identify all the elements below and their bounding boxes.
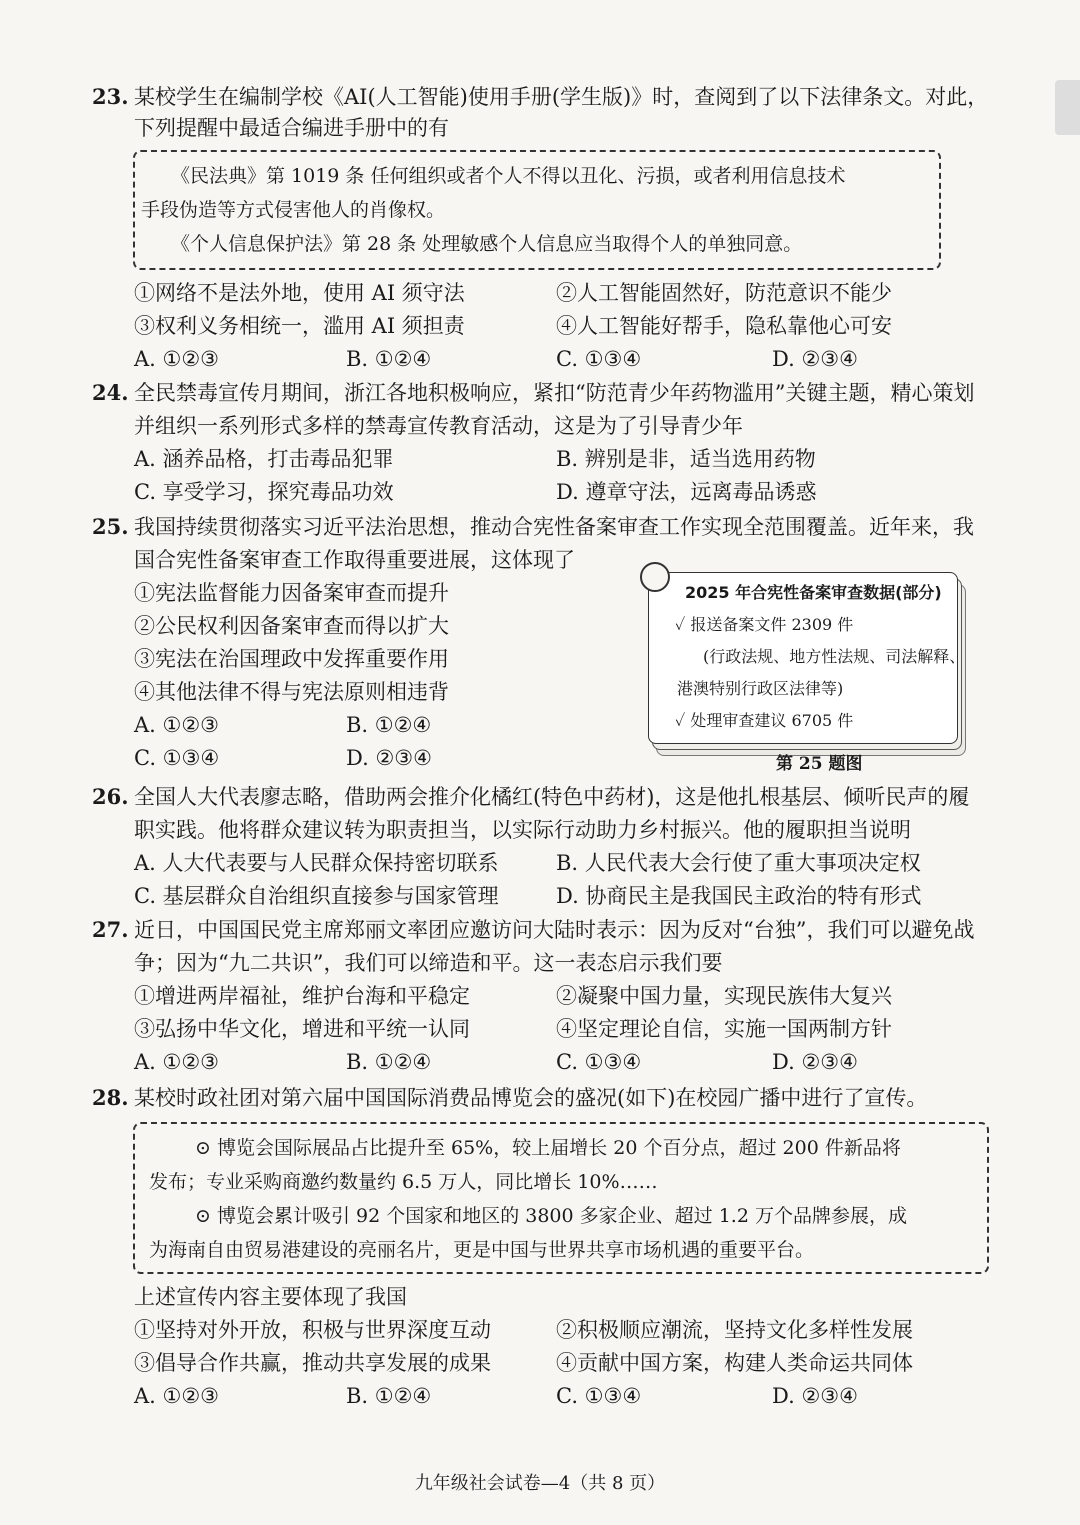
question-27-option-4: ④坚定理论自信，实施一国两制方针 bbox=[556, 1017, 892, 1041]
question-25-choice-a: A. ①②③ bbox=[134, 713, 219, 737]
question-23-option-1: ①网络不是法外地，使用 AI 须守法 bbox=[134, 281, 465, 305]
question-27-number: 27. bbox=[92, 917, 129, 942]
question-26-choice-c: C. 基层群众自治组织直接参与国家管理 bbox=[134, 884, 499, 908]
question-24-choice-d: D. 遵章守法，远离毒品诱惑 bbox=[556, 480, 817, 504]
data-card-item-2: ✓ 处理审查建议 6705 件 bbox=[675, 711, 854, 730]
data-card-item-1-note-line2: 港澳特别行政区法律等) bbox=[677, 679, 844, 698]
question-24-number: 24. bbox=[92, 380, 129, 405]
question-24-choice-b: B. 辨别是非，适当选用药物 bbox=[556, 447, 816, 471]
question-26-stem-line1: 全国人大代表廖志略，借助两会推介化橘红(特色中药材)，这是他扎根基层、倾听民声的履 bbox=[134, 785, 970, 809]
question-23-choice-d: D. ②③④ bbox=[772, 347, 858, 371]
news-line3: ⊙ 博览会累计吸引 92 个国家和地区的 3800 多家企业、超过 1.2 万个品牌参展，成 bbox=[195, 1205, 907, 1227]
news-line4: 为海南自由贸易港建设的亮丽名片，更是中国与世界共享市场机遇的重要平台。 bbox=[149, 1239, 815, 1261]
question-25-choice-b: B. ①②④ bbox=[346, 713, 432, 737]
question-27-stem-line1: 近日，中国国民党主席郑丽文率团应邀访问大陆时表示：因为反对“台独”，我们可以避免战 bbox=[134, 918, 975, 942]
question-26-choice-a: A. 人大代表要与人民群众保持密切联系 bbox=[134, 851, 499, 875]
question-28-choice-c: C. ①③④ bbox=[556, 1384, 642, 1408]
news-line1: ⊙ 博览会国际展品占比提升至 65%，较上届增长 20 个百分点，超过 200 件新品将 bbox=[195, 1137, 901, 1159]
question-24-choice-a: A. 涵养品格，打击毒品犯罪 bbox=[134, 447, 394, 471]
question-23-stem-line2: 下列提醒中最适合编进手册中的有 bbox=[134, 116, 449, 140]
question-27-option-3: ③弘扬中华文化，增进和平统一认同 bbox=[134, 1017, 470, 1041]
law-quote-line2: 手段伪造等方式侵害他人的肖像权。 bbox=[141, 199, 446, 221]
question-23-choice-a: A. ①②③ bbox=[134, 347, 219, 371]
question-27-choice-b: B. ①②④ bbox=[346, 1050, 432, 1074]
news-line2: 发布；专业采购商邀约数量约 6.5 万人，同比增长 10%…… bbox=[149, 1171, 658, 1193]
law-quote-line3: 《个人信息保护法》第 28 条 处理敏感个人信息应当取得个人的单独同意。 bbox=[171, 233, 803, 255]
question-28-number: 28. bbox=[92, 1085, 129, 1110]
data-card-title: 2025 年合宪性备案审查数据(部分) bbox=[685, 583, 942, 602]
question-26-stem-line2: 职实践。他将群众建议转为职责担当，以实际行动助力乡村振兴。他的履职担当说明 bbox=[134, 818, 911, 842]
question-27-stem-line2: 争；因为“九二共识”，我们可以缔造和平。这一表态启示我们要 bbox=[134, 951, 723, 975]
question-25-choice-c: C. ①③④ bbox=[134, 746, 220, 770]
question-27-option-1: ①增进两岸福祉，维护台海和平稳定 bbox=[134, 984, 470, 1008]
question-28-option-1: ①坚持对外开放，积极与世界深度互动 bbox=[134, 1318, 491, 1342]
question-27-choice-d: D. ②③④ bbox=[772, 1050, 858, 1074]
question-25-choice-d: D. ②③④ bbox=[346, 746, 432, 770]
question-24-stem-line2: 并组织一系列形式多样的禁毒宣传教育活动，这是为了引导青少年 bbox=[134, 414, 743, 438]
question-23-choice-b: B. ①②④ bbox=[346, 347, 432, 371]
question-23-option-4: ④人工智能好帮手，隐私靠他心可安 bbox=[556, 314, 892, 338]
question-28-option-4: ④贡献中国方案，构建人类命运共同体 bbox=[556, 1351, 913, 1375]
question-27-choice-c: C. ①③④ bbox=[556, 1050, 642, 1074]
question-28-news-box bbox=[133, 1122, 989, 1274]
question-23-law-quote-box bbox=[133, 150, 941, 270]
question-25-option-2: ②公民权利因备案审查而得以扩大 bbox=[134, 614, 449, 638]
question-25-option-1: ①宪法监督能力因备案审查而提升 bbox=[134, 581, 449, 605]
data-card-ring bbox=[640, 562, 670, 592]
data-card-item-1-note-line1: (行政法规、地方性法规、司法解释、 bbox=[703, 647, 966, 666]
page-footer: 九年级社会试卷—4（共 8 页） bbox=[414, 1473, 666, 1494]
question-25-number: 25. bbox=[92, 514, 129, 539]
question-24-choice-c: C. 享受学习，探究毒品功效 bbox=[134, 480, 394, 504]
question-23-option-3: ③权利义务相统一，滥用 AI 须担责 bbox=[134, 314, 465, 338]
data-card-item-1: ✓ 报送备案文件 2309 件 bbox=[675, 615, 854, 634]
question-24-stem-line1: 全民禁毒宣传月期间，浙江各地积极响应，紧扣“防范青少年药物滥用”关键主题，精心策划 bbox=[134, 381, 975, 405]
question-28-option-2: ②积极顺应潮流，坚持文化多样性发展 bbox=[556, 1318, 913, 1342]
page-edge-mark bbox=[1055, 80, 1080, 135]
question-23-number: 23. bbox=[92, 84, 129, 109]
question-28-choice-b: B. ①②④ bbox=[346, 1384, 432, 1408]
question-28-choice-d: D. ②③④ bbox=[772, 1384, 858, 1408]
question-25-stem-line2: 国合宪性备案审查工作取得重要进展，这体现了 bbox=[134, 548, 575, 572]
question-28-stem-line1: 某校时政社团对第六届中国国际消费品博览会的盛况(如下)在校园广播中进行了宣传。 bbox=[134, 1086, 928, 1110]
law-quote-line1: 《民法典》第 1019 条 任何组织或者个人不得以丑化、污损，或者利用信息技术 bbox=[171, 165, 846, 187]
question-25-figure-caption: 第 25 题图 bbox=[776, 754, 863, 774]
question-28-stem-line2: 上述宣传内容主要体现了我国 bbox=[134, 1285, 407, 1309]
question-26-number: 26. bbox=[92, 784, 129, 809]
question-23-stem-line1: 某校学生在编制学校《AI(人工智能)使用手册(学生版)》时，查阅到了以下法律条文。对此， bbox=[134, 85, 989, 109]
question-23-choice-c: C. ①③④ bbox=[556, 347, 642, 371]
question-28-option-3: ③倡导合作共赢，推动共享发展的成果 bbox=[134, 1351, 491, 1375]
question-27-choice-a: A. ①②③ bbox=[134, 1050, 219, 1074]
question-28-choice-a: A. ①②③ bbox=[134, 1384, 219, 1408]
question-25-option-3: ③宪法在治国理政中发挥重要作用 bbox=[134, 647, 449, 671]
question-26-choice-d: D. 协商民主是我国民主政治的特有形式 bbox=[556, 884, 922, 908]
question-25-data-card bbox=[648, 572, 966, 744]
question-26-choice-b: B. 人民代表大会行使了重大事项决定权 bbox=[556, 851, 921, 875]
question-23-option-2: ②人工智能固然好，防范意识不能少 bbox=[556, 281, 892, 305]
question-27-option-2: ②凝聚中国力量，实现民族伟大复兴 bbox=[556, 984, 892, 1008]
question-25-option-4: ④其他法律不得与宪法原则相违背 bbox=[134, 680, 449, 704]
question-25-stem-line1: 我国持续贯彻落实习近平法治思想，推动合宪性备案审查工作实现全范围覆盖。近年来，我 bbox=[134, 515, 974, 539]
